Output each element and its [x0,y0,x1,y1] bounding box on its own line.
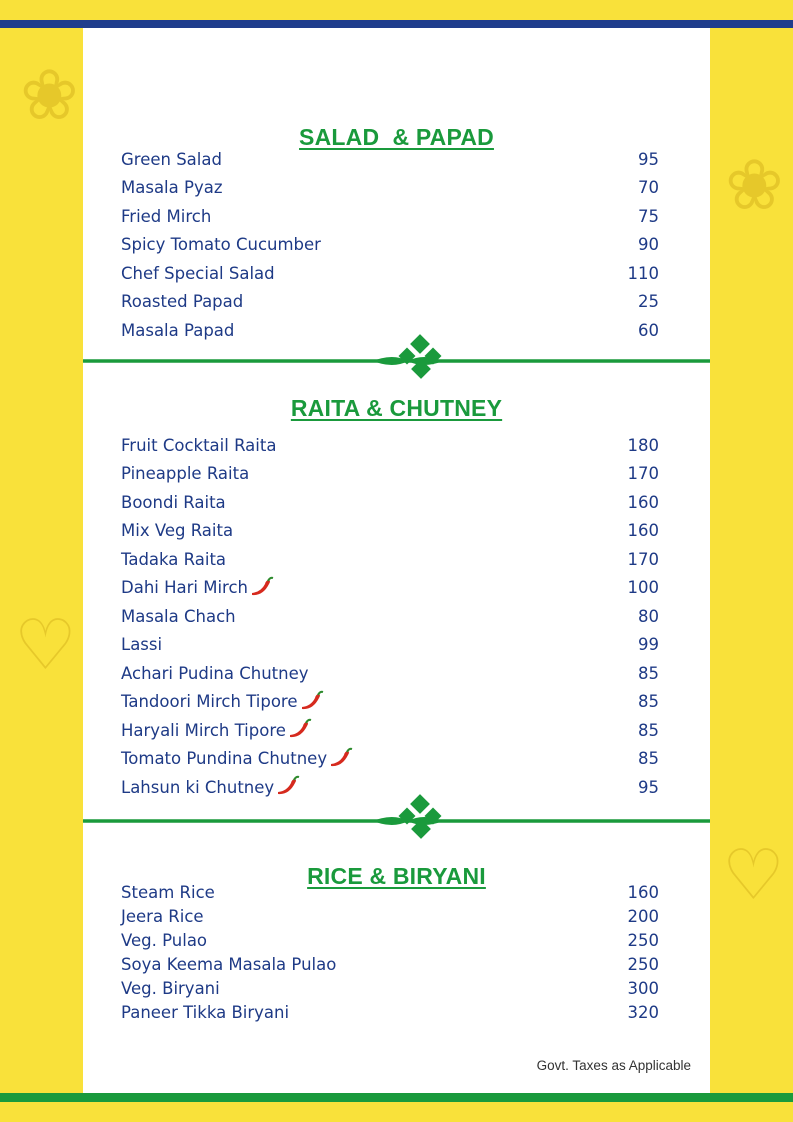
menu-item [121,976,659,1000]
menu-item-label: Masala Pyaz [121,178,223,198]
menu-item-price: 320 [627,1002,659,1022]
menu-item-name [121,1003,289,1022]
menu-item-name [121,635,162,654]
menu-item-label: Tandoori Mirch Tipore [121,692,298,712]
menu-item-label: Paneer Tikka Biryani [121,1002,290,1022]
menu-item-price: 60 [638,320,659,340]
menu-item [121,659,659,688]
menu-item-name [121,207,211,226]
menu-item [121,545,659,574]
menu-item-name [121,521,233,540]
menu-item-price: 85 [638,663,659,683]
menu-item-label: Masala Chach [121,606,236,626]
menu-item-name [121,955,336,974]
menu-item [121,880,659,904]
menu-item [121,904,659,928]
tax-footnote: Govt. Taxes as Applicable [536,1058,691,1073]
menu-item-name [121,150,222,169]
menu-item-price: 70 [638,178,659,198]
menu-item-label: Haryali Mirch Tipore [121,720,286,740]
menu-item-name [121,979,220,998]
menu-item-price: 100 [627,578,659,598]
menu-item-name [121,178,222,197]
top-border-bar [0,20,793,28]
menu-item [121,431,659,460]
menu-item-name [121,607,236,626]
diamond-ornament-icon [410,334,430,354]
menu-item-label: Achari Pudina Chutney [121,663,309,683]
menu-item [121,928,659,952]
menu-item-name [121,690,325,714]
menu-item-name [121,931,207,950]
menu-item [121,288,659,317]
menu-page [83,28,710,1093]
menu-item-price: 80 [638,606,659,626]
menu-item-name [121,907,204,926]
menu-item [121,460,659,489]
menu-item-price: 160 [627,882,659,902]
menu-item-label: Tadaka Raita [121,549,227,569]
menu-item-name [121,493,226,512]
section-title-rice-biryani: RICE & BIRYANI [307,863,486,889]
menu-item-label: Fried Mirch [121,206,212,226]
menu-item-price: 170 [627,549,659,569]
menu-item-price: 85 [638,692,659,712]
menu-item [121,745,659,774]
menu-item-label: Roasted Papad [121,292,244,312]
diamond-ornament-icon [410,794,430,814]
menu-item-label: Lassi [121,635,163,655]
menu-item-label: Tomato Pundina Chutney [121,749,328,769]
section-title-salad-papad: SALAD & PAPAD [299,124,494,150]
menu-item-price: 95 [638,777,659,797]
menu-item-label: Masala Papad [121,320,235,340]
menu-item-price: 25 [638,292,659,312]
menu-item-price: 200 [627,906,659,926]
menu-item [121,716,659,745]
bottom-border-bar [0,1093,793,1102]
menu-item [121,602,659,631]
menu-item-name [121,436,276,455]
menu-item-name [121,292,243,311]
menu-item-label: Veg. Biryani [121,978,220,998]
menu-item-price: 160 [627,492,659,512]
menu-item-label: Lahsun ki Chutney [121,777,275,797]
menu-item [121,174,659,203]
menu-item [121,952,659,976]
menu-item [121,574,659,603]
menu-item-label: Veg. Pulao [121,930,208,950]
menu-item-price: 250 [627,930,659,950]
menu-item [121,488,659,517]
menu-item-name [121,235,321,254]
section-title-raita-chutney: RAITA & CHUTNEY [290,395,503,421]
menu-item [121,688,659,717]
menu-item-label: Fruit Cocktail Raita [121,435,277,455]
menu-item-name [121,576,275,600]
menu-item-name [121,264,275,283]
menu-item [121,202,659,231]
menu-item-name [121,664,309,683]
chili-pepper-icon [287,718,313,742]
chili-pepper-icon [249,576,275,600]
menu-item-label: Pineapple Raita [121,464,250,484]
menu-item-price: 110 [627,263,659,283]
menu-item [121,1000,659,1024]
menu-item-name [121,550,226,569]
menu-item-name [121,747,354,771]
leaf-doodle-icon: ❀ [20,54,79,136]
menu-item-label: Dahi Hari Mirch [121,578,249,598]
menu-item-price: 99 [638,635,659,655]
chili-pepper-icon [328,747,354,771]
leaf-doodle-icon: ❀ [725,144,784,226]
menu-item-label: Jeera Rice [121,906,204,926]
menu-item [121,231,659,260]
menu-item [121,631,659,660]
menu-item-price: 90 [638,235,659,255]
menu-item-price: 300 [627,978,659,998]
heart-doodle-icon: ♡ [722,834,785,916]
menu-item-price: 85 [638,749,659,769]
menu-item [121,517,659,546]
menu-item-price: 85 [638,720,659,740]
menu-list-raita-chutney [121,431,659,802]
menu-item-price: 95 [638,149,659,169]
menu-item-price: 75 [638,206,659,226]
menu-item-name [121,883,215,902]
menu-item-name [121,464,249,483]
menu-item [121,145,659,174]
menu-list-salad-papad [121,145,659,345]
menu-item-label: Steam Rice [121,882,215,902]
menu-item-name [121,718,313,742]
section-divider [83,791,710,851]
menu-item-price: 250 [627,954,659,974]
menu-item-price: 170 [627,464,659,484]
menu-item [121,259,659,288]
heart-doodle-icon: ♡ [14,604,77,686]
chili-pepper-icon [299,690,325,714]
section-divider [83,331,710,391]
menu-item-label: Soya Keema Masala Pulao [121,954,337,974]
menu-item-label: Chef Special Salad [121,263,275,283]
menu-item-price: 160 [627,521,659,541]
menu-item-label: Mix Veg Raita [121,521,234,541]
menu-item-label: Spicy Tomato Cucumber [121,235,321,255]
menu-item-label: Boondi Raita [121,492,226,512]
menu-item-label: Green Salad [121,149,222,169]
menu-list-rice-biryani [121,880,659,1024]
menu-item-price: 180 [627,435,659,455]
